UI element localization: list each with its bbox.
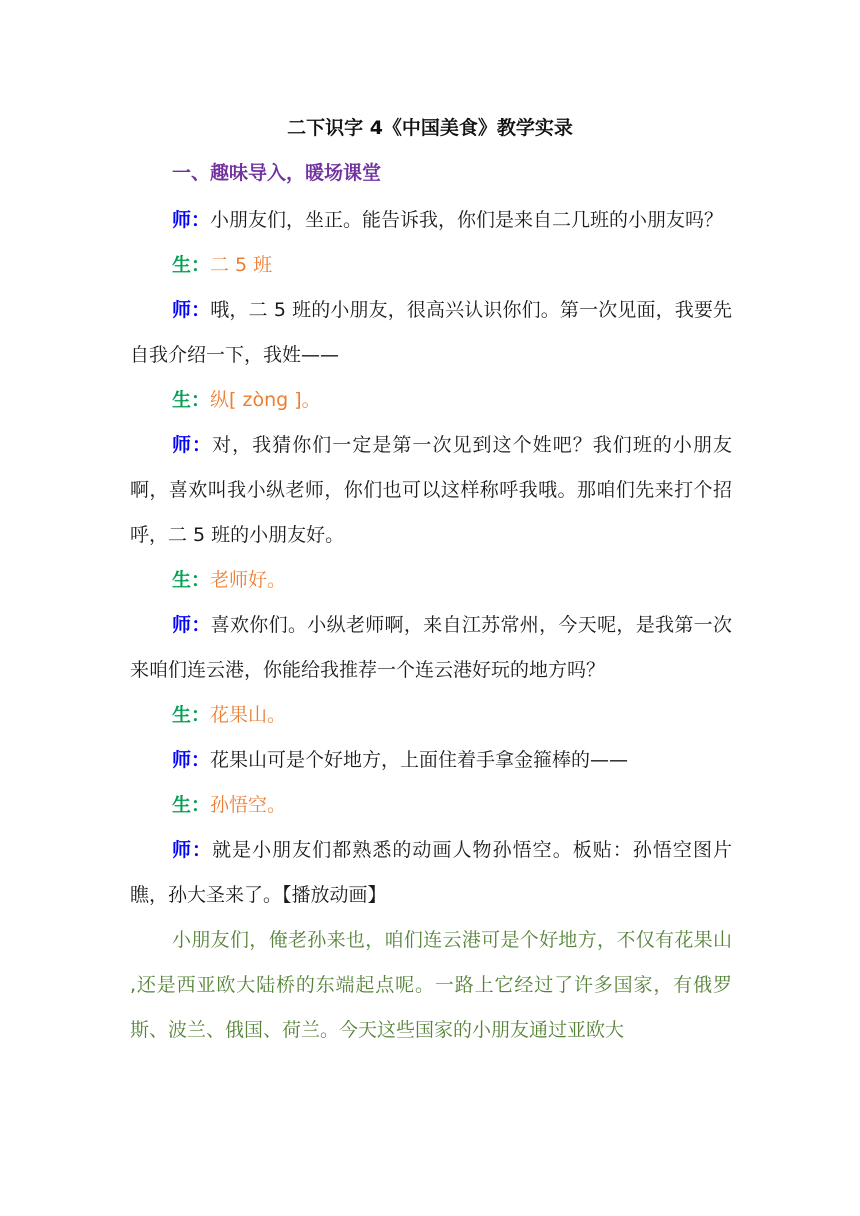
speaker-teacher-label: 师：	[172, 749, 211, 771]
paragraph-text: 对，我猜你们一定是第一次见到这个姓吧？我们班的小朋友啊，喜欢叫我小纵老师，你们也可以这样称呼我哦。那咱们先来打个招呼，二 5 班的小朋友好。	[130, 434, 732, 546]
paragraph-teacher	[130, 828, 732, 918]
speaker-teacher-label: 师：	[172, 434, 213, 456]
speaker-teacher-label: 师：	[172, 299, 211, 321]
speaker-student-label: 生：	[172, 569, 211, 591]
paragraph-teacher	[130, 423, 732, 558]
speaker-teacher-label: 师：	[172, 209, 211, 231]
paragraph-text: 花果山。	[210, 704, 287, 726]
paragraph-student	[130, 558, 732, 603]
section-heading: 一、趣味导入，暖场课堂	[172, 162, 382, 184]
paragraph-student	[130, 378, 732, 423]
speaker-student-label: 生：	[172, 704, 211, 726]
paragraph-text: 花果山可是个好地方，上面住着手拿金箍棒的——	[210, 749, 629, 771]
paragraph-student	[130, 693, 732, 738]
paragraph-text: 就是小朋友们都熟悉的动画人物孙悟空。板贴：孙悟空图片 瞧，孙大圣来了。【播放动画】	[130, 839, 732, 906]
paragraph-text: 二 5 班	[210, 254, 273, 276]
paragraph-teacher	[130, 198, 732, 243]
paragraph-text: 喜欢你们。小纵老师啊，来自江苏常州，今天呢，是我第一次来咱们连云港，你能给我推荐一个连云港好玩的地方吗？	[130, 614, 732, 681]
paragraph-text: 老师好。	[210, 569, 287, 591]
speaker-student-label: 生：	[172, 254, 211, 276]
paragraph-text: 小朋友们，坐正。能告诉我，你们是来自二几班的小朋友吗？	[210, 209, 724, 231]
paragraph-text: 纵[ zòng ]。	[210, 389, 321, 411]
paragraph-student	[130, 243, 732, 288]
paragraph-text: 孙悟空。	[210, 794, 287, 816]
speaker-teacher-label: 师：	[172, 614, 211, 636]
paragraph-teacher	[130, 603, 732, 693]
paragraph-teacher	[130, 738, 732, 783]
paragraph-text: 哦，二 5 班的小朋友，很高兴认识你们。第一次见面，我要先自我介绍一下，我姓——	[130, 299, 732, 366]
document-title: 二下识字 4《中国美食》教学实录	[287, 117, 573, 139]
paragraph-teacher	[130, 288, 732, 378]
speaker-student-label: 生：	[172, 794, 211, 816]
document-body	[130, 198, 732, 1053]
paragraph-animation	[130, 918, 732, 1053]
paragraph-text: 小朋友们，俺老孙来也，咱们连云港可是个好地方，不仅有花果山 ,还是西亚欧大陆桥的东端起点呢。一路上它经过了许多国家，有俄罗斯、波兰、俄国、荷兰。今天这些国家的小朋友通过亚欧大	[130, 929, 732, 1041]
speaker-teacher-label: 师：	[172, 839, 213, 861]
speaker-student-label: 生：	[172, 389, 211, 411]
paragraph-student	[130, 783, 732, 828]
